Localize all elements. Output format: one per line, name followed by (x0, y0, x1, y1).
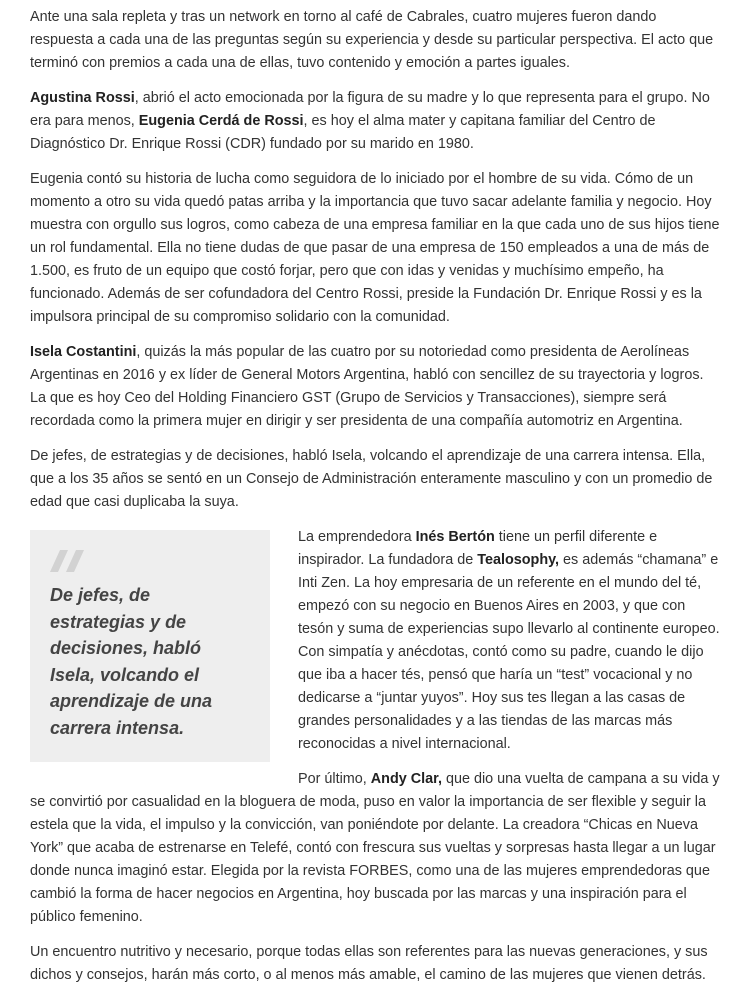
pull-quote-text: De jefes, de estrategias y de decisiones, habló Isela, volcando el aprendizaje de una carrera intensa. (50, 585, 213, 738)
paragraph-text: , es hoy el alma mater y capitana familiar del Centro de Diagnóstico Dr. Enrique Rossi (CDR) fundado por su marido en 1980. (30, 113, 656, 152)
paragraph-text: , quizás la más popular de las cuatro por su notoriedad como presidenta de Aerolíneas Argentinas en 2016 y ex líder de General Motors Argentina, habló con sencillez de su trayectoria y logros. La que es hoy Ceo del Holding Financiero GST (Grupo de Servicios y Transacciones), siempre será recordada como la primera mujer en dirigir y ser presidenta de una compañía automotriz en Argentina. (30, 344, 704, 429)
paragraph-text: La emprendedora (298, 529, 416, 545)
paragraph-text: que dio una vuelta de campana a su vida y se convirtió por casualidad en la bloguera de moda, puso en valor la importancia de ser flexible y seguir la estela que la vida, el impulso y la convicción, van poniéndote por delante. La creadora “Chicas en Nueva York” que acaba de estrenarse en Telefé, contó con frescura sus vueltas y sorpresas hasta llegar a un lugar donde nunca imaginó estar. Elegida por la revista FORBES, como una de las mujeres emprendedoras que cambió la forma de hacer negocios en Argentina, hoy buscada por las marcas y una inspiración para el público femenino. (30, 771, 720, 925)
paragraph-text: , abrió el acto emocionada por la figura de su madre y lo que representa para el grupo. No era para menos, (30, 90, 710, 129)
name-isela-costantini: Isela Costantini (30, 344, 137, 360)
paragraph-eugenia-text: Eugenia contó su historia de lucha como seguidora de lo iniciado por el hombre de su vida. Cómo de un momento a otro su vida quedó patas arriba y la importancia que tuvo sacar adelante familia y negocio. Hoy muestra con orgullo sus logros, como cabeza de una empresa familiar en la que cada uno de sus hijos tiene un rol fundamental. Ella no tiene dudas de que pasar de una empresa de 150 empleados a una de más de 1.500, es fruto de un equipo que costó forjar, pero que con idas y venidas y muchísimo empeño, ha funcionado. Además de ser cofundadora del Centro Rossi, preside la Fundación Dr. Enrique Rossi y es la impulsora principal de su compromiso solidario con la comunidad. (30, 171, 720, 325)
paragraph-isela-costantini (30, 341, 720, 433)
name-tealosophy: Tealosophy, (477, 552, 560, 568)
paragraph-intro-text: Ante una sala repleta y tras un network en torno al café de Cabrales, cuatro mujeres fueron dando respuesta a cada una de las preguntas según su experiencia y desde su particular perspectiva. El acto que terminó con premios a cada una de ellas, tuvo contenido y emoción a partes iguales. (30, 9, 714, 71)
paragraph-agustina-rossi (30, 87, 720, 156)
paragraph-text: tiene un perfil diferente e inspirador. La fundadora de (298, 529, 658, 568)
paragraph-intro (30, 6, 720, 75)
name-ines-berton: Inés Bertón (415, 529, 495, 545)
paragraph-andy-clar (30, 768, 720, 929)
name-agustina-rossi: Agustina Rossi (30, 90, 135, 106)
paragraph-closing (30, 941, 720, 987)
paragraph-isela-career (30, 445, 720, 514)
paragraph-text: Por último, (298, 771, 371, 787)
paragraph-eugenia (30, 168, 720, 329)
paragraph-isela-career-text: De jefes, de estrategias y de decisiones, habló Isela, volcando el aprendizaje de una carrera intensa. Ella, que a los 35 años se sentó en un Consejo de Administración enteramente masculino y con un promedio de edad que casi duplicaba la suya. (30, 448, 713, 510)
paragraph-text: es además “chamana” e Inti Zen. La hoy empresaria de un referente en el mundo del té, empezó con su negocio en Buenos Aires en 2003, y que con tesón y suma de experiencias supo llevarlo al continente europeo. Con simpatía y anécdotas, contó como su padre, cuando le dijo que iba a hacer tés, pensó que haría un “test” vocacional y no dedicarse a “juntar yuyos”. Hoy sus tes llegan a las casas de grandes personalidades y a las tiendas de las marcas más reconocidas a nivel internacional. (298, 552, 720, 752)
name-eugenia-cerda: Eugenia Cerdá de Rossi (138, 113, 304, 129)
quote-icon (50, 550, 86, 572)
paragraph-closing-text: Un encuentro nutritivo y necesario, porque todas ellas son referentes para las nuevas generaciones, y sus dichos y consejos, harán más corto, o al menos más amable, el camino de las mujeres que vienen detrás. (30, 944, 708, 983)
article-body (30, 0, 720, 987)
name-andy-clar: Andy Clar, (370, 771, 442, 787)
pull-quote (30, 530, 270, 762)
